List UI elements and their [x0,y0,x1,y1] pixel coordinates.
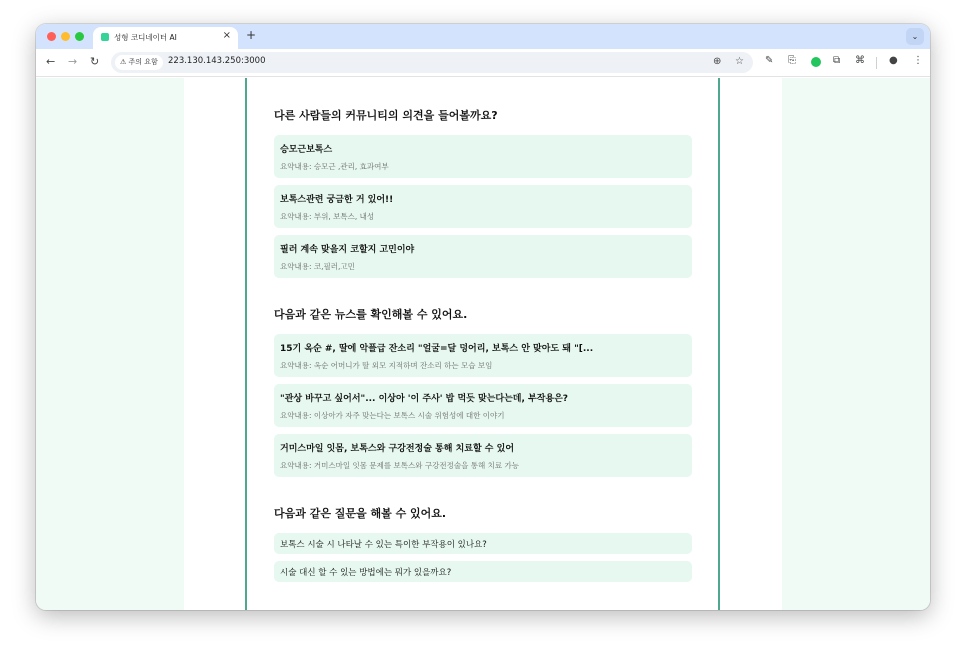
news-card[interactable] [274,434,692,477]
security-warning-chip[interactable]: ⚠ 주의 요함 [115,55,163,70]
community-card[interactable] [274,235,692,278]
tab-bar [36,24,930,49]
tab-title: 성형 코디네이터 AI [114,33,177,42]
news-card-summary: 요약내용: 이상아가 자주 맞는다는 보톡스 시술 위험성에 대한 이야기 [280,411,505,420]
news-card-summary: 요약내용: 옥순 어머니가 딸 외모 지적하며 잔소리 하는 모습 보임 [280,361,493,370]
close-window-button[interactable] [47,32,56,41]
toolbar-divider [876,57,877,69]
zoom-icon[interactable]: ⊕ [713,56,722,67]
left-divider-line [245,78,247,610]
community-heading: 다른 사람들의 커뮤니티의 의견을 들어볼까요? [274,109,498,122]
community-card[interactable] [274,135,692,178]
page-viewport [36,78,930,610]
community-card-title: 승모근보톡스 [280,145,333,155]
news-card[interactable] [274,384,692,427]
community-card-summary: 요약내용: 부위, 보톡스, 내성 [280,212,375,221]
right-divider-line [718,78,720,610]
suggested-question[interactable] [274,533,692,554]
minimize-window-button[interactable] [61,32,70,41]
profile-avatar-icon[interactable]: ● [889,55,898,66]
browser-window [36,24,930,610]
active-tab[interactable] [93,27,238,49]
suggested-question-text: 보톡스 시술 시 나타날 수 있는 특이한 부작용이 있나요? [280,540,487,550]
community-card-summary: 요약내용: 승모근 ,관리, 효과여부 [280,162,389,171]
news-card-title: 거미스마일 잇몸, 보톡스와 구강전정술 통해 치료할 수 있어 [280,444,515,454]
tab-search-button[interactable]: ⌄ [906,28,924,45]
cast-extension-icon[interactable]: ⧉ [833,55,841,66]
favicon-icon [101,33,109,41]
news-card-title: "관상 바꾸고 싶어서"... 이상아 '이 주사' 밥 먹듯 맞는다는데, 부작용은? [280,394,569,404]
browser-toolbar [36,49,930,77]
back-button[interactable]: ← [46,55,56,68]
green-extension-icon[interactable] [811,57,821,67]
browser-menu-icon[interactable]: ⋮ [913,55,923,66]
community-card-title: 필러 계속 맞을지 코할지 고민이야 [280,245,415,255]
new-tab-button[interactable]: + [246,28,257,42]
news-heading: 다음과 같은 뉴스를 확인해볼 수 있어요. [274,308,468,321]
address-bar[interactable] [111,52,753,73]
news-card-summary: 요약내용: 거미스마일 잇몸 문제를 보톡스와 구강전정술을 통해 치료 가능 [280,461,519,470]
community-card-title: 보톡스관련 궁금한 거 있어!! [280,195,394,205]
community-card-summary: 요약내용: 코,필러,고민 [280,262,355,271]
url-text[interactable]: 223.130.143.250:3000 [168,56,266,66]
extensions-puzzle-icon[interactable]: ⌘ [855,55,865,66]
maximize-window-button[interactable] [75,32,84,41]
pen-extension-icon[interactable]: ✎ [765,55,774,66]
bookmark-star-icon[interactable]: ☆ [735,56,744,67]
news-card-title: 15기 옥순 #, 딸에 악플급 잔소리 "얼굴=달 덩어리, 보톡스 안 맞아도 돼 "[... [280,344,594,354]
suggested-question[interactable] [274,561,692,582]
tab-close-icon[interactable]: × [222,30,231,41]
reload-button[interactable]: ↻ [90,55,100,68]
community-card[interactable] [274,185,692,228]
questions-heading: 다음과 같은 질문을 해볼 수 있어요. [274,507,447,520]
forward-button[interactable]: → [68,55,78,68]
copy-extension-icon[interactable]: ⎘ [788,55,796,66]
news-card[interactable] [274,334,692,377]
suggested-question-text: 시술 대신 할 수 있는 방법에는 뭐가 있을까요? [280,568,452,578]
